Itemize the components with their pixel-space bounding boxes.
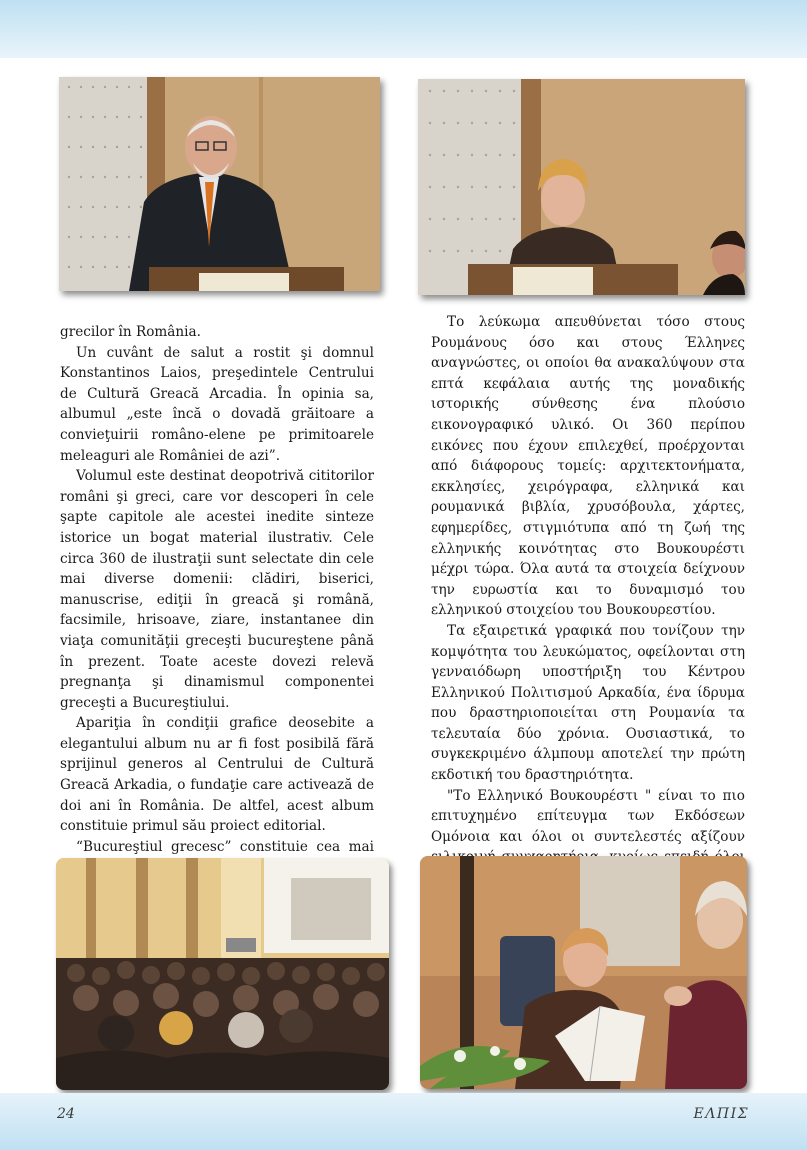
photo-audience (56, 858, 389, 1090)
paragraph: Un cuvânt de salut a rostit şi domnul Konstantinos Laios, preşedintele Centrului de Cultură Greacă Arcadia. În opinia sa, albumul „este încă o dovadă grăitoare a convieţuirii româno-elene pe primitoarele meleaguri ale României de azi”. (60, 344, 374, 464)
paragraph: "Το Ελληνικό Βουκουρέστι " είναι το πιο επιτυχημένο επίτευγμα των Εκδόσεων Ομόνοια και όλοι οι συντελεστές αξίζουν (431, 787, 745, 845)
footer-band (0, 1093, 807, 1150)
header-band (0, 0, 807, 58)
page-number: 24 (57, 1106, 75, 1122)
photo-book-signing (420, 856, 747, 1089)
paragraph: Volumul este destinat deopotrivă cititorilor români şi greci, care vor descoperi în cele şapte capitole ale acestei inedite sinteze istorice un bogat material ilustrativ. Cele circa 360 de ilustraţii sunt selectate din cele mai diverse domenii: clădiri, biserici, manuscrise, ediţii în greacă şi română, facsimile, hrisoave, ziare, instantanee din viaţa comunităţii greceşti bucureştene până în prezent. Toate aceste dovezi relevă pregnanţa şi dinamismul componentei greceşti a Bucureştiului. (60, 468, 374, 711)
article-column-greek (431, 312, 745, 950)
paragraph: Τα εξαιρετικά γραφικά που τονίζουν την κομψότητα του λευκώματος, οφείλονται στη γενναιόδωρη υποστήριξη του Κέντρου Ελληνικού Πολιτισμού Αρκαδία, ένα ίδρυμα που δραστηριοποιείται στη Ρουμανία τα τελευταία δύο χρόνια. Ουσιαστικά, το συγκεκριμένο άλμπουμ αποτελεί την πρώτη εκδοτική του δραστηριότητα. (431, 622, 745, 784)
paragraph: Το λεύκωμα απευθύνεται τόσο στους Ρουμάνους όσο και στους Έλληνες αναγνώστες, οι οποίοι θα ανακαλύψουν στα επτά κεφάλαια αυτής της μοναδικής ιστορικής σύνθεσης ένα πλούσιο εικονογραφικό υλικό. Οι 360 περίπου εικόνες που έχουν επιλεχθεί, προέρχονται από διάφορους τομείς: αρχιτεκτονήματα, εκκλησίες, χειρόγραφα, ελληνικά και ρουμανικά βιβλία, χρυσόβουλα, χάρτες, εφημερίδες, στιγμιότυπα από τη ζωή της ελληνικής κοινότητας στο Βουκουρέστι μέχρι τώρα. Όλα αυτά τα στοιχεία δείχνουν την ευρωστία και το δυναμισμό του ελληνικού στοιχείου του Βουκουρεστίου. (431, 314, 745, 619)
photo-speaker-man (59, 77, 380, 291)
journal-name: ΕΛΠΙΣ (693, 1106, 749, 1122)
photo-speaker-woman (418, 79, 745, 295)
paragraph-text: “Bucureştiul grecesc” constituie cea mai (76, 838, 374, 855)
paragraph: grecilor în România. (60, 324, 201, 340)
paragraph: Apariţia în condiţii grafice deosebite a elegantului album nu ar fi fost posibilă fără sprijinul generos al Centrului de Cultură Greacă Arkadia, o fundaţie care activează de doi ani în România. De altfel, acest album constituie primul său proiect editorial. (60, 715, 374, 835)
